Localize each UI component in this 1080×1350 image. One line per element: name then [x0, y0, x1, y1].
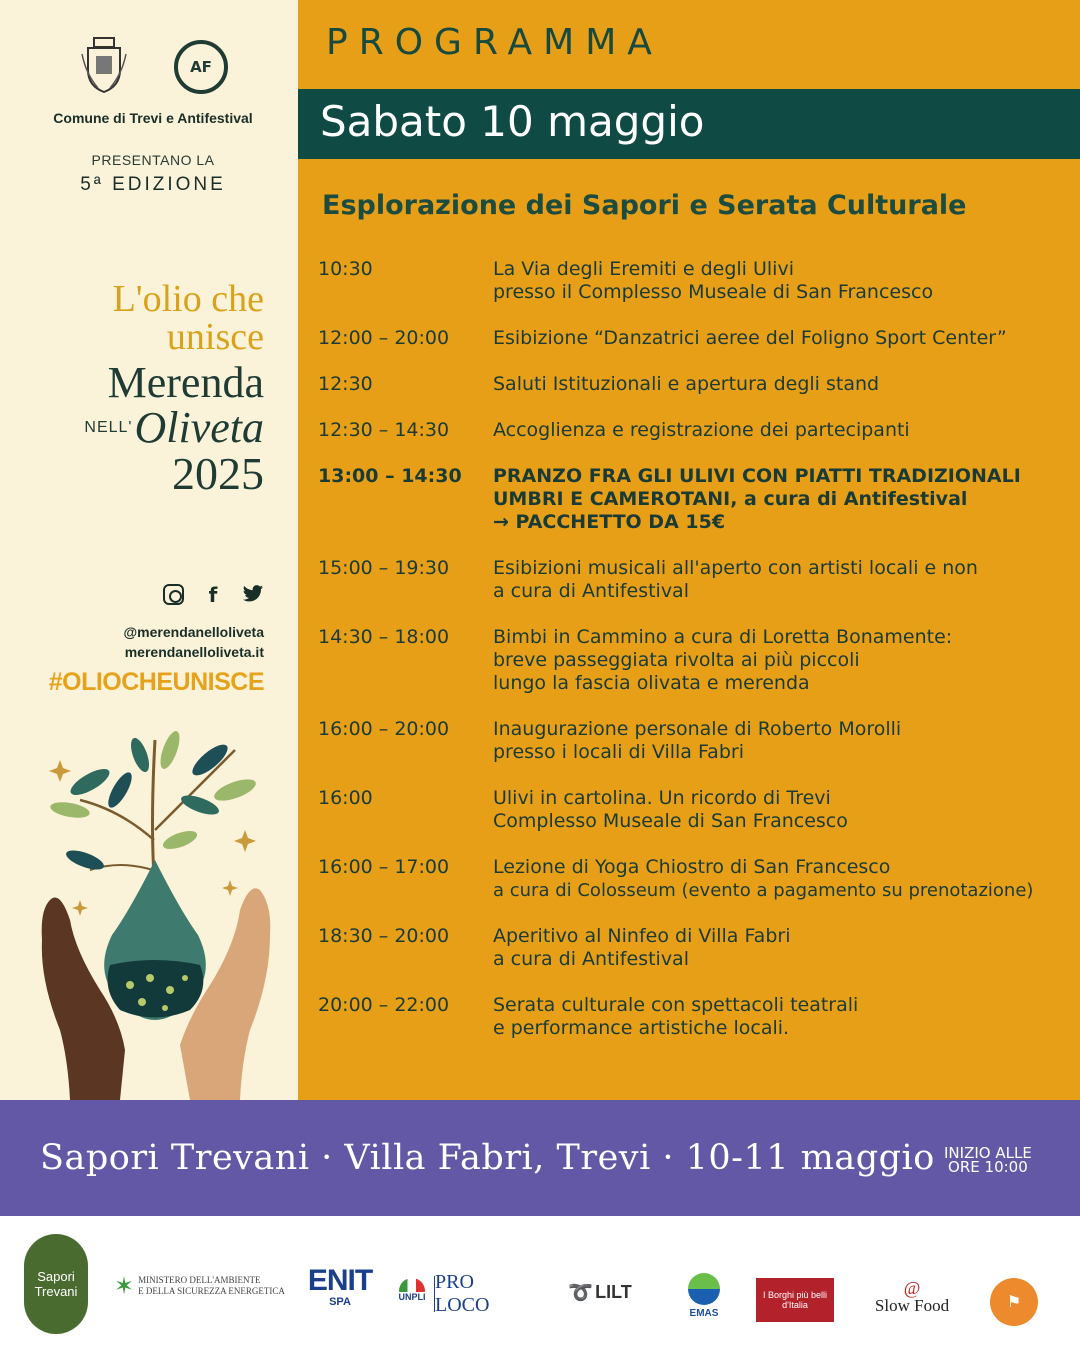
emas-logo [682, 1266, 726, 1326]
schedule-description-line: Serata culturale con spettacoli teatrali [493, 994, 859, 1016]
contact-info [124, 622, 264, 662]
borghi-logo [756, 1278, 834, 1322]
snail-icon: @ [903, 1278, 921, 1298]
schedule-description-line: Aperitivo al Ninfeo di Villa Fabri [493, 925, 791, 947]
schedule-description-line: PRANZO FRA GLI ULIVI CON PIATTI TRADIZIONALI [493, 465, 1021, 487]
schedule-description-line: a cura di Colosseum (evento a pagamento su prenotazione) [493, 880, 1034, 901]
schedule-description-line: UMBRI E CAMEROTANI, a cura di Antifestival [493, 488, 968, 510]
enit-text: ENIT [307, 1264, 373, 1297]
schedule-description-line: → PACCHETTO DA 15€ [493, 511, 726, 533]
instagram-handle[interactable]: @merendanelloliveta [123, 624, 264, 640]
trevi-crest-icon [78, 34, 130, 94]
enit-logo [306, 1252, 374, 1322]
antifestival-logo [174, 40, 228, 94]
ministero-logo [114, 1266, 286, 1306]
title-nell: NELL' [84, 419, 133, 436]
schedule-description-line: Accoglienza e registrazione dei partecipanti [493, 419, 910, 441]
facebook-icon[interactable]: f [208, 583, 218, 607]
schedule-description-line: Bimbi in Cammino a cura di Loretta Bonamente: [493, 626, 953, 648]
program-panel [298, 0, 1080, 1100]
schedule-description [493, 856, 1073, 902]
event-title [4, 280, 264, 498]
schedule-description-line: breve passeggiata rivolta ai più piccoli [493, 649, 860, 671]
schedule-description [493, 557, 1073, 603]
slowfood-text: Slow Food [874, 1296, 950, 1315]
organizer-text: Comune di Trevi e Antifestival [53, 110, 253, 126]
schedule-description [493, 626, 1073, 695]
schedule-time: 20:00 – 22:00 [318, 994, 450, 1016]
schedule-description [493, 718, 1073, 764]
proloco-logo [434, 1271, 526, 1316]
schedule-time: 16:00 – 20:00 [318, 718, 450, 740]
af-logo-text: AF [190, 58, 212, 76]
schedule-description [493, 787, 1073, 833]
lilt-ribbon-icon: ➰ [568, 1281, 594, 1304]
ministero-line-2: E DELLA SICUREZZA ENERGETICA [138, 1286, 285, 1296]
program-subtitle: Esplorazione dei Sapori e Serata Culturale [322, 190, 967, 221]
schedule-description-line: presso i locali di Villa Fabri [493, 741, 744, 763]
program-heading: PROGRAMMA [326, 22, 663, 63]
schedule-description-line: Esibizioni musicali all'aperto con artisti locali e non [493, 557, 978, 579]
schedule-time: 18:30 – 20:00 [318, 925, 450, 947]
bandiera-arancione-logo [990, 1278, 1038, 1326]
emas-globe-icon [688, 1273, 720, 1305]
unpli-logo [392, 1272, 432, 1308]
slowfood-logo [866, 1276, 958, 1320]
proloco-text: PRO LOCO [435, 1271, 490, 1316]
sponsor-bar [0, 1216, 1080, 1350]
presentano-text: PRESENTANO LA [91, 152, 215, 168]
schedule-time: 12:30 – 14:30 [318, 419, 450, 441]
start-time [944, 1146, 1032, 1174]
title-line-4 [4, 403, 264, 452]
sapori-trevani-logo [24, 1234, 88, 1334]
schedule-description [493, 465, 1073, 534]
schedule-time: 12:30 [318, 373, 373, 395]
star-icon: ✶ [114, 1272, 135, 1300]
start-time-line-2: ORE 10:00 [948, 1158, 1028, 1176]
schedule-description [493, 925, 1073, 971]
tricolor-icon [399, 1278, 425, 1292]
schedule-time: 12:00 – 20:00 [318, 327, 450, 349]
twitter-icon[interactable] [242, 584, 264, 606]
website-link[interactable]: merendanelloliveta.it [124, 644, 264, 660]
schedule-description [493, 419, 1073, 442]
day-band [298, 89, 1080, 159]
schedule-time: 10:30 [318, 258, 373, 280]
title-line-1: L'olio che [112, 278, 264, 320]
schedule-description-line: lungo la fascia olivata e merenda [493, 672, 810, 694]
instagram-icon[interactable] [163, 584, 184, 605]
olive-hands-illustration [30, 720, 280, 1100]
schedule-description [493, 258, 1073, 304]
schedule-description-line: Saluti Istituzionali e apertura degli stand [493, 373, 880, 395]
schedule-time: 15:00 – 19:30 [318, 557, 450, 579]
ministero-line-1: MINISTERO DELL'AMBIENTE [138, 1275, 261, 1285]
schedule-description-line: Inaugurazione personale di Roberto Morolli [493, 718, 902, 740]
lilt-logo [560, 1272, 640, 1312]
schedule-description-line: La Via degli Eremiti e degli Ulivi [493, 258, 794, 280]
schedule-time: 14:30 – 18:00 [318, 626, 450, 648]
schedule-description-line: Lezione di Yoga Chiostro di San Francesco [493, 856, 891, 878]
title-line-3: Merenda [107, 358, 264, 407]
left-panel [0, 0, 298, 1100]
schedule-description [493, 327, 1073, 350]
schedule-time: 13:00 – 14:30 [318, 465, 462, 487]
edizione-text: 5ª EDIZIONE [80, 174, 226, 195]
schedule-description-line: Ulivi in cartolina. Un ricordo di Trevi [493, 787, 831, 809]
schedule-description-line: a cura di Antifestival [493, 580, 689, 602]
hashtag: #OLIOCHEUNISCE [48, 668, 264, 696]
title-year: 2025 [172, 448, 264, 499]
info-band [0, 1100, 1080, 1216]
flag-icon: ⚑ [1006, 1294, 1022, 1311]
borghi-text: I Borghi più belli d'Italia [762, 1290, 828, 1310]
social-icons [163, 584, 264, 606]
day-title: Sabato 10 maggio [320, 97, 705, 146]
title-line-2: unisce [166, 316, 264, 358]
schedule-description-line: a cura di Antifestival [493, 948, 689, 970]
enit-spa: SPA [329, 1296, 351, 1308]
schedule-description-line: Esibizione “Danzatrici aeree del Foligno Sport Center” [493, 327, 1007, 349]
unpli-text: UNPLI [398, 1292, 426, 1302]
schedule-description [493, 994, 1073, 1040]
schedule-time: 16:00 – 17:00 [318, 856, 450, 878]
schedule-time: 16:00 [318, 787, 373, 809]
sapori-trevani-text: Sapori Trevani [34, 1269, 78, 1299]
start-time-line-1: INIZIO ALLE [944, 1144, 1032, 1162]
lilt-text: LILT [595, 1281, 632, 1302]
schedule-description-line: presso il Complesso Museale di San Francesco [493, 281, 934, 303]
schedule-description-line: e performance artistiche locali. [493, 1017, 790, 1039]
schedule-description-line: Complesso Museale di San Francesco [493, 810, 848, 832]
title-oliveta: Oliveta [134, 403, 264, 452]
band-location-dates: Sapori Trevani · Villa Fabri, Trevi · 10-11 maggio [40, 1138, 935, 1178]
emas-text: EMAS [689, 1308, 719, 1319]
schedule-description [493, 373, 1073, 396]
